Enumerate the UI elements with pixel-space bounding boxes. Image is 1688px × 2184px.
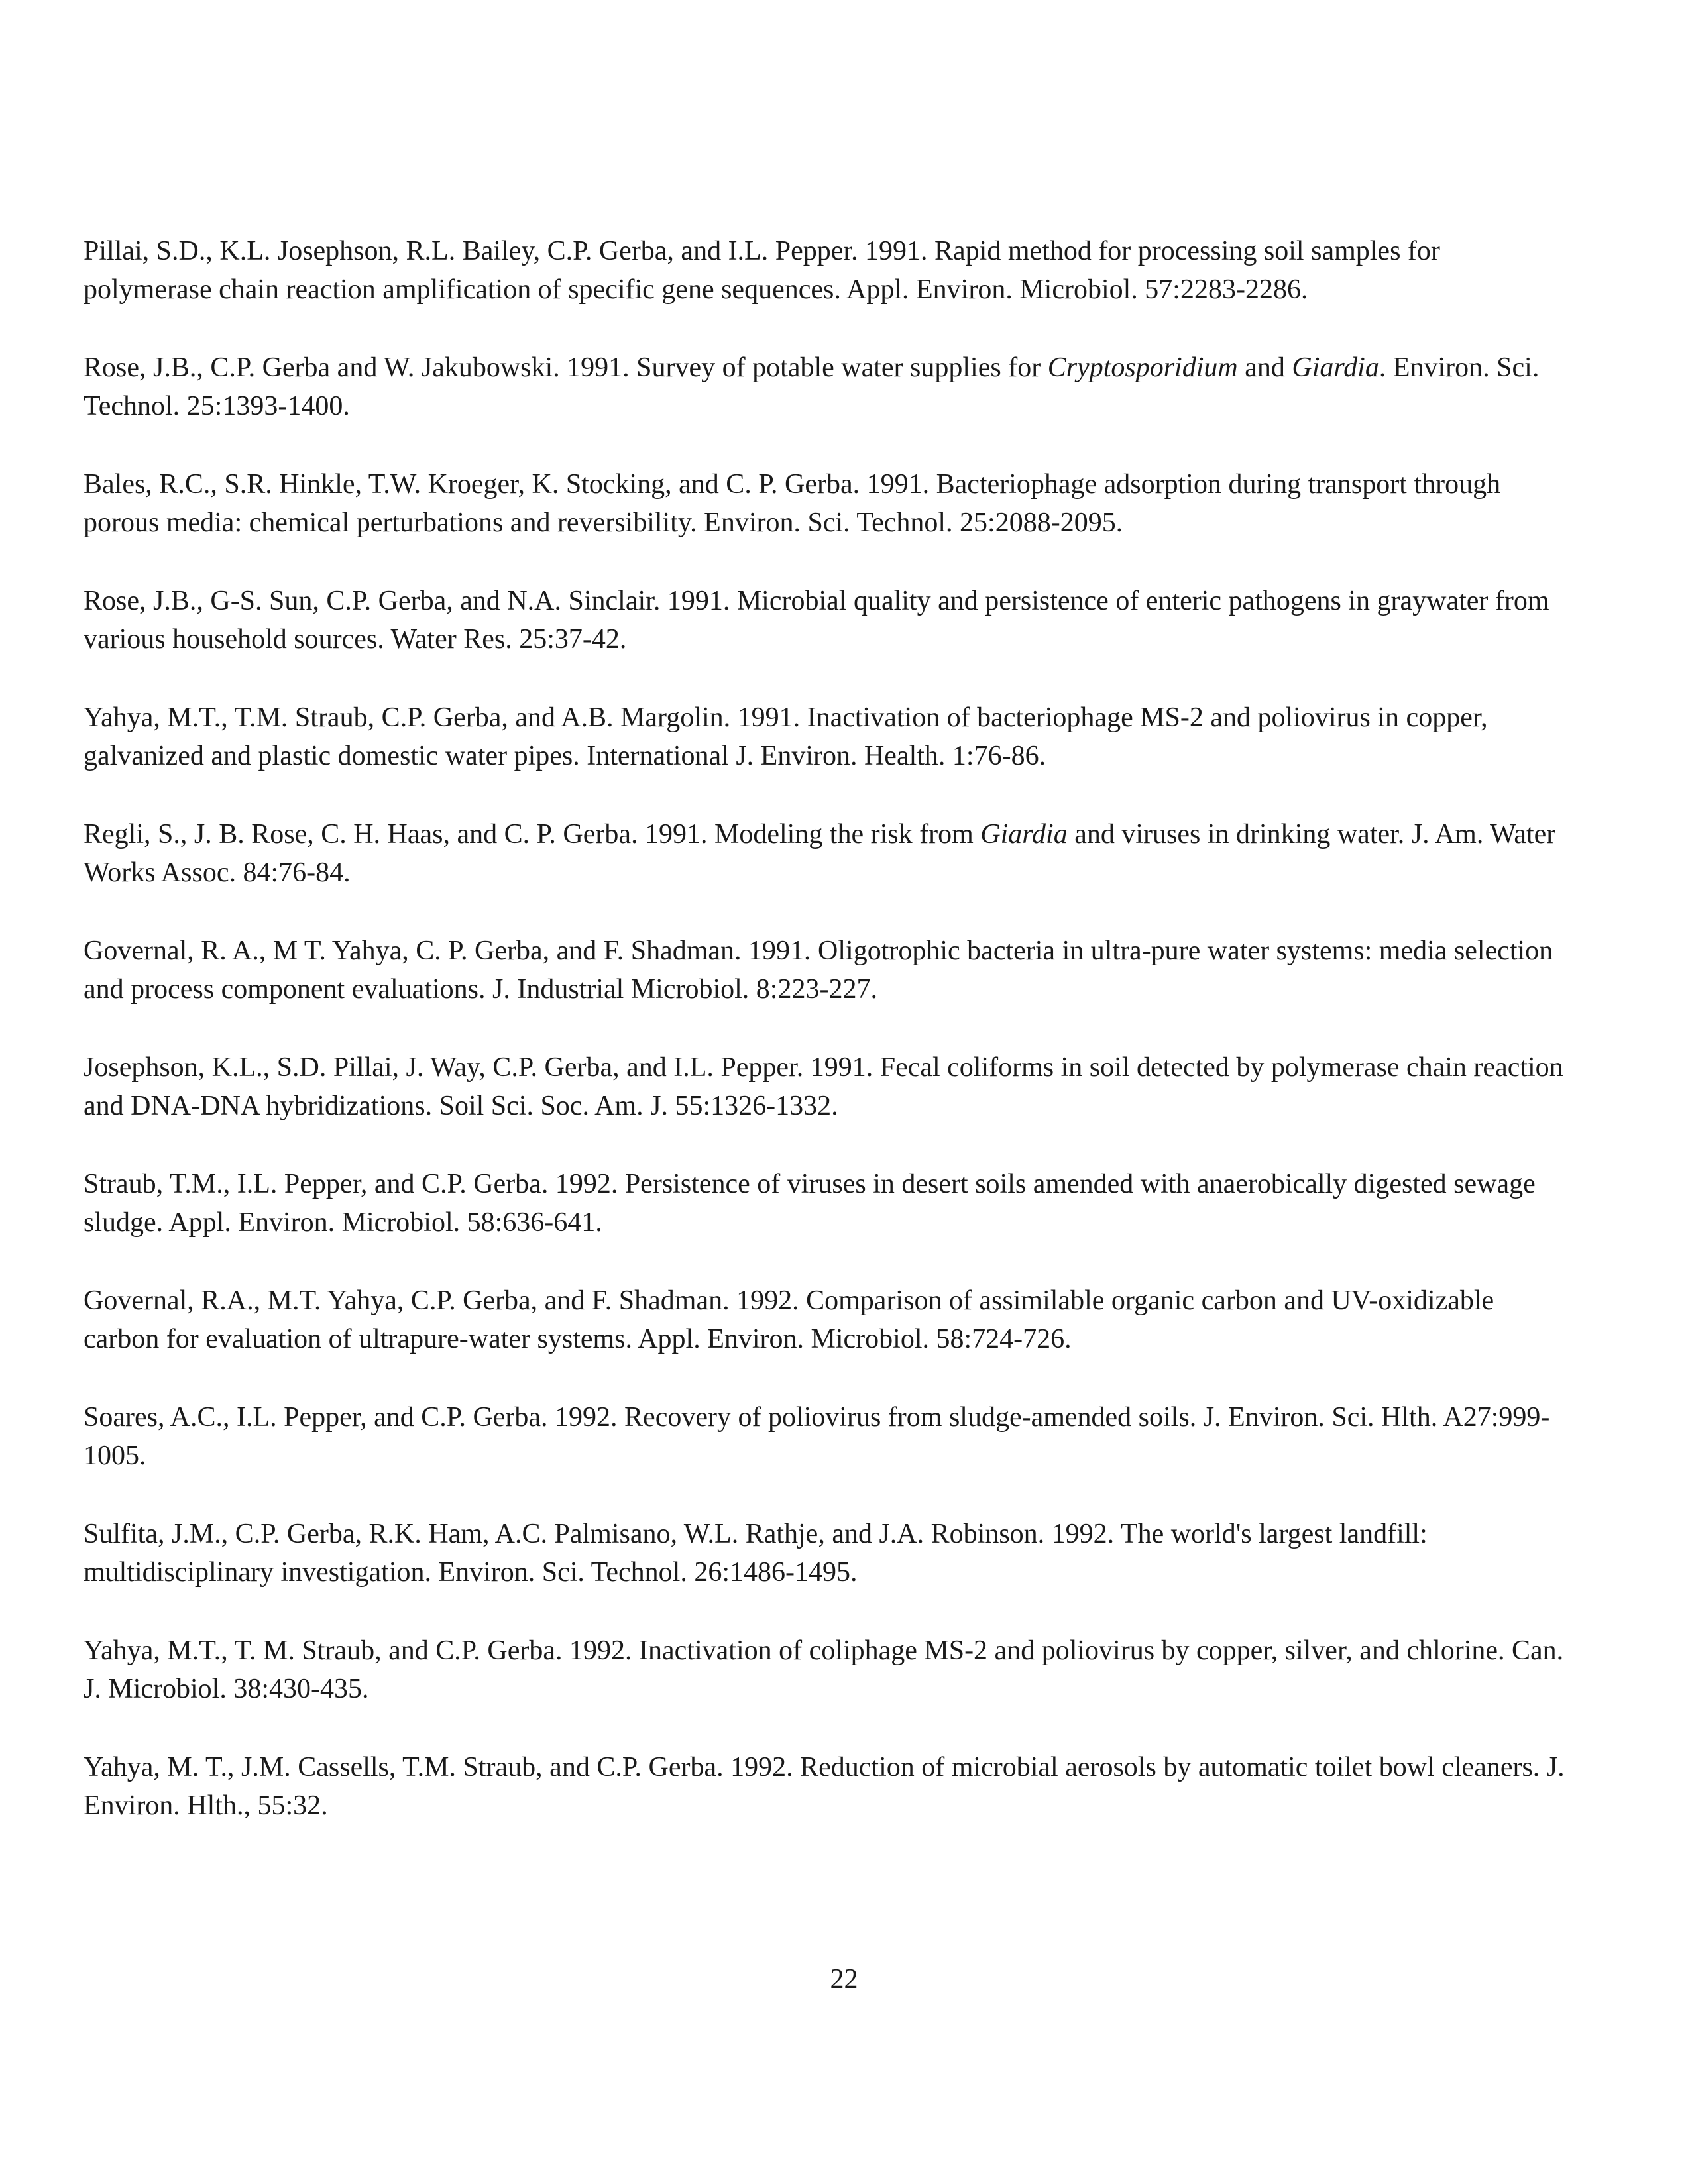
reference-text: Rose, J.B., C.P. Gerba and W. Jakubowski. 1991. Survey of potable water supplies for (84, 353, 1048, 383)
reference-entry (84, 1282, 1568, 1358)
reference-text: Governal, R.A., M.T. Yahya, C.P. Gerba, and F. Shadman. 1992. Comparison of assimilable organic carbon and UV-oxidizable carbon for evaluation of ultrapure-water systems. Appl. Environ. Microbiol. 58:724-726. (84, 1285, 1494, 1354)
reference-entry (84, 349, 1568, 425)
reference-text: Straub, T.M., I.L. Pepper, and C.P. Gerba. 1992. Persistence of viruses in desert soils amended with anaerobically digested sewage sludge. Appl. Environ. Microbiol. 58:636-641. (84, 1169, 1536, 1238)
reference-entry (84, 932, 1568, 1009)
reference-entry (84, 1748, 1568, 1825)
reference-italic-text: Giardia (1292, 353, 1379, 383)
reference-text: Governal, R. A., M T. Yahya, C. P. Gerba, and F. Shadman. 1991. Oligotrophic bacteria in ultra-pure water systems: media selection and process component evaluations. J. Industrial Microbiol. 8:223-227. (84, 936, 1553, 1005)
reference-text: Regli, S., J. B. Rose, C. H. Haas, and C. P. Gerba. 1991. Modeling the risk from (84, 819, 981, 849)
reference-italic-text: Giardia (980, 819, 1068, 849)
reference-text: Sulfita, J.M., C.P. Gerba, R.K. Ham, A.C. Palmisano, W.L. Rathje, and J.A. Robinson. 1992. The world's largest landfill: multidisciplinary investigation. Environ. Sci. Technol. 26:1486-1495. (84, 1519, 1428, 1588)
reference-entry (84, 815, 1568, 892)
reference-text: Bales, R.C., S.R. Hinkle, T.W. Kroeger, K. Stocking, and C. P. Gerba. 1991. Bacteriophage adsorption during transport through porous media: chemical perturbations and reversibility. Environ. Sci. Technol. 25:2088-2095. (84, 469, 1501, 538)
reference-entry (84, 1631, 1568, 1708)
reference-text: Yahya, M. T., J.M. Cassells, T.M. Straub, and C.P. Gerba. 1992. Reduction of microbial aerosols by automatic toilet bowl cleaners. J. Environ. Hlth., 55:32. (84, 1752, 1565, 1821)
reference-text: and (1237, 353, 1292, 383)
reference-entry (84, 1048, 1568, 1125)
reference-entry (84, 232, 1568, 309)
reference-entry (84, 1165, 1568, 1242)
reference-entry (84, 582, 1568, 659)
reference-text: and viruses in drinking water. J. Am. Water Works Assoc. 84:76-84. (84, 819, 1556, 888)
reference-entry (84, 698, 1568, 775)
reference-list (84, 232, 1568, 1865)
reference-entry (84, 1515, 1568, 1592)
reference-italic-text: Cryptosporidium (1047, 353, 1238, 383)
reference-text: Pillai, S.D., K.L. Josephson, R.L. Bailey, C.P. Gerba, and I.L. Pepper. 1991. Rapid method for processing soil samples for polymerase chain reaction amplification of specific gene sequences. Appl. Environ. Microbiol. 57:2283-2286. (84, 236, 1440, 305)
reference-entry (84, 1398, 1568, 1475)
reference-text: Yahya, M.T., T.M. Straub, C.P. Gerba, and A.B. Margolin. 1991. Inactivation of bacteriophage MS-2 and poliovirus in copper, galvanized and plastic domestic water pipes. International J. Environ. Health. 1:76-86. (84, 702, 1488, 771)
reference-text: Soares, A.C., I.L. Pepper, and C.P. Gerba. 1992. Recovery of poliovirus from sludge-amended soils. J. Environ. Sci. Hlth. A27:999-1005. (84, 1402, 1550, 1471)
reference-entry (84, 465, 1568, 542)
reference-text: Rose, J.B., G-S. Sun, C.P. Gerba, and N.A. Sinclair. 1991. Microbial quality and persistence of enteric pathogens in graywater from various household sources. Water Res. 25:37-42. (84, 586, 1549, 655)
reference-text: . Environ. Sci. Technol. 25:1393-1400. (84, 353, 1540, 421)
reference-text: Josephson, K.L., S.D. Pillai, J. Way, C.P. Gerba, and I.L. Pepper. 1991. Fecal coliforms in soil detected by polymerase chain reaction and DNA-DNA hybridizations. Soil Sci. Soc. Am. J. 55:1326-1332. (84, 1052, 1563, 1121)
page-number: 22 (830, 1964, 858, 1994)
reference-text: Yahya, M.T., T. M. Straub, and C.P. Gerba. 1992. Inactivation of coliphage MS-2 and poliovirus by copper, silver, and chlorine. Can. J. Microbiol. 38:430-435. (84, 1635, 1564, 1704)
